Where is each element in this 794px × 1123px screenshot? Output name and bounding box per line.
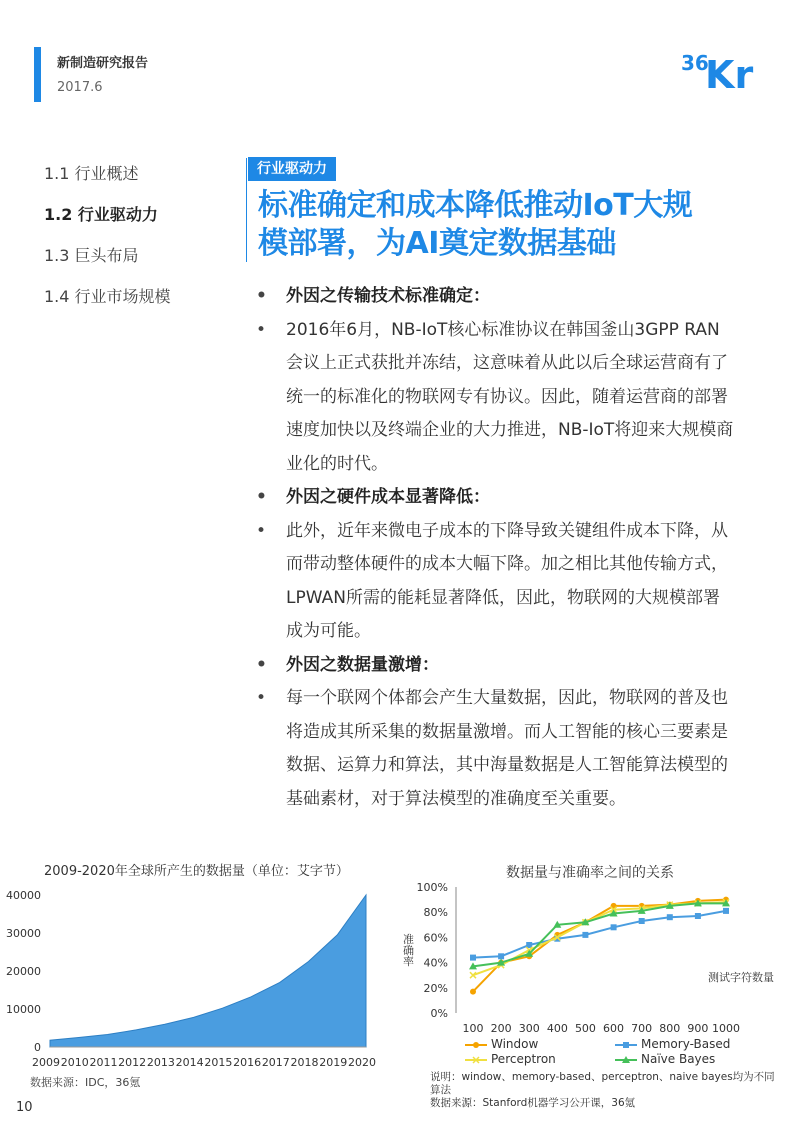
x-tick-label: 2020 bbox=[348, 1056, 376, 1069]
y-tick-label: 30000 bbox=[6, 927, 41, 940]
x-tick-label: 2013 bbox=[146, 1056, 175, 1069]
y-tick-label: 100% bbox=[416, 881, 448, 894]
x-tick-label: 2017 bbox=[261, 1056, 290, 1069]
legend-swatch bbox=[465, 1040, 487, 1050]
legend-label: Window bbox=[491, 1037, 539, 1051]
bullet-heading-standard: • 外因之传输技术标准确定： bbox=[256, 280, 736, 314]
accent-bar bbox=[34, 47, 41, 102]
data-point bbox=[498, 953, 504, 959]
report-title: 新制造研究报告 bbox=[57, 56, 149, 71]
brand-logo bbox=[681, 48, 763, 90]
bullet-text-hardware: • 此外，近年来微电子成本的下降导致关键组件成本下降，从而带动整体硬件的成本大幅下降。加之相比其他传输方式，LPWAN所需的能耗显著降低，因此，物联网的大规模部署成为可能。 bbox=[256, 515, 736, 649]
y-tick-label: 20000 bbox=[6, 965, 41, 978]
y-axis-label: 准确率 bbox=[401, 933, 415, 967]
headline-line-1: 标准确定和成本降低推动IoT大规 bbox=[258, 188, 693, 223]
x-tick-label: 100 bbox=[462, 1022, 484, 1035]
data-point bbox=[582, 932, 588, 938]
legend-item bbox=[465, 1037, 538, 1051]
page-title bbox=[258, 187, 748, 263]
x-tick-label: 2019 bbox=[319, 1056, 348, 1069]
headline-line-2: 模部署，为AI奠定数据基础 bbox=[258, 226, 616, 261]
x-tick-label: 2015 bbox=[204, 1056, 233, 1069]
section-tag: 行业驱动力 bbox=[248, 157, 336, 181]
legend-label: Naïve Bayes bbox=[641, 1052, 716, 1066]
x-tick-label: 900 bbox=[687, 1022, 709, 1035]
logo-number: 36 bbox=[681, 51, 709, 75]
chart2-notes bbox=[430, 1071, 780, 1110]
chart2-title: 数据量与准确率之间的关系 bbox=[506, 865, 674, 881]
legend-marker bbox=[473, 1042, 479, 1048]
x-tick-label: 400 bbox=[546, 1022, 568, 1035]
legend-swatch bbox=[465, 1055, 487, 1065]
accuracy-line-chart bbox=[390, 878, 794, 1068]
legend-swatch bbox=[615, 1040, 637, 1050]
x-tick-label: 2012 bbox=[118, 1056, 147, 1069]
page-number: 10 bbox=[16, 1100, 33, 1115]
legend-marker bbox=[623, 1042, 629, 1048]
x-tick-label: 2011 bbox=[89, 1056, 118, 1069]
y-tick-label: 60% bbox=[423, 931, 448, 945]
x-tick-label: 2014 bbox=[175, 1056, 204, 1069]
y-tick-label: 0% bbox=[430, 1007, 448, 1020]
chart2-note: 说明：window、memory-based、perceptron、naive bayes均为不同算法 bbox=[430, 1071, 775, 1096]
bullet-heading-data: • 外因之数据量激增： bbox=[256, 649, 736, 683]
x-tick-label: 500 bbox=[574, 1022, 596, 1035]
toc-nav bbox=[44, 163, 171, 327]
bullet-text-standard: • 2016年6月，NB-IoT核心标准协议在韩国釜山3GPP RAN会议上正式获批并冻结，这意味着从此以后全球运营商有了统一的标准化的物联网专有协议。因此，随着运营商的部署速度加快以及终端企业的大力推进，NB-IoT将迎来大规模商业化的时代。 bbox=[256, 314, 736, 482]
data-volume-area-chart bbox=[0, 880, 384, 1072]
series-line bbox=[473, 900, 726, 992]
chart1-source: 数据来源：IDC，36氪 bbox=[30, 1076, 141, 1089]
data-point bbox=[639, 918, 645, 924]
chart2-source: 数据来源：Stanford机器学习公开课，36氪 bbox=[430, 1097, 636, 1109]
x-tick-label: 600 bbox=[603, 1022, 625, 1035]
toc-item-market-size[interactable]: 1.4 行业市场规模 bbox=[44, 287, 171, 306]
logo-letters: Kr bbox=[705, 53, 754, 90]
bullet-list bbox=[256, 280, 736, 816]
x-tick-label: 700 bbox=[631, 1022, 653, 1035]
x-tick-label: 200 bbox=[490, 1022, 512, 1035]
x-tick-label: 2018 bbox=[290, 1056, 319, 1069]
y-tick-label: 10000 bbox=[6, 1003, 41, 1016]
legend-label: Memory-Based bbox=[641, 1037, 731, 1051]
legend-item bbox=[615, 1052, 715, 1066]
y-tick-label: 40% bbox=[423, 956, 448, 970]
toc-item-drivers[interactable]: 1.2 行业驱动力 bbox=[44, 205, 158, 224]
series-perceptron bbox=[470, 899, 729, 978]
bullet-text-data: • 每一个联网个体都会产生大量数据，因此，物联网的普及也将造成其所采集的数据量激增。而人工智能的核心三要素是数据、运算力和算法，其中海量数据是人工智能算法模型的基础素材，对于算法模型的准确度至关重要。 bbox=[256, 682, 736, 816]
x-tick-label: 300 bbox=[518, 1022, 540, 1035]
report-date: 2017.6 bbox=[57, 80, 103, 95]
y-tick-label: 20% bbox=[423, 981, 448, 995]
y-tick-label: 0 bbox=[34, 1041, 41, 1054]
chart1-title: 2009-2020年全球所产生的数据量（单位：艾字节） bbox=[44, 864, 349, 879]
y-tick-label: 40000 bbox=[6, 889, 41, 902]
legend-label: Perceptron bbox=[491, 1052, 556, 1066]
y-tick-label: 80% bbox=[423, 906, 448, 920]
toc-item-overview[interactable]: 1.1 行业概述 bbox=[44, 164, 139, 183]
toc-item-giants[interactable]: 1.3 巨头布局 bbox=[44, 246, 139, 265]
data-point bbox=[470, 989, 476, 995]
data-point bbox=[611, 924, 617, 930]
series-line bbox=[473, 903, 726, 966]
x-axis-label: 测试字符数量 bbox=[708, 971, 774, 984]
data-point bbox=[695, 913, 701, 919]
legend-swatch bbox=[615, 1055, 637, 1065]
data-point bbox=[723, 908, 729, 914]
x-tick-label: 1000 bbox=[712, 1022, 740, 1035]
data-area bbox=[50, 895, 366, 1047]
section-divider bbox=[246, 158, 247, 262]
legend-item bbox=[465, 1052, 556, 1066]
legend-item bbox=[615, 1037, 730, 1051]
data-point bbox=[667, 914, 673, 920]
series-window bbox=[470, 897, 729, 995]
x-tick-label: 2009 bbox=[32, 1056, 60, 1069]
x-tick-label: 2016 bbox=[233, 1056, 262, 1069]
bullet-heading-hardware: • 外因之硬件成本显著降低： bbox=[256, 481, 736, 515]
series-na-ve-bayes bbox=[469, 899, 730, 969]
data-point bbox=[470, 955, 476, 961]
x-tick-label: 800 bbox=[659, 1022, 681, 1035]
x-tick-label: 2010 bbox=[60, 1056, 89, 1069]
